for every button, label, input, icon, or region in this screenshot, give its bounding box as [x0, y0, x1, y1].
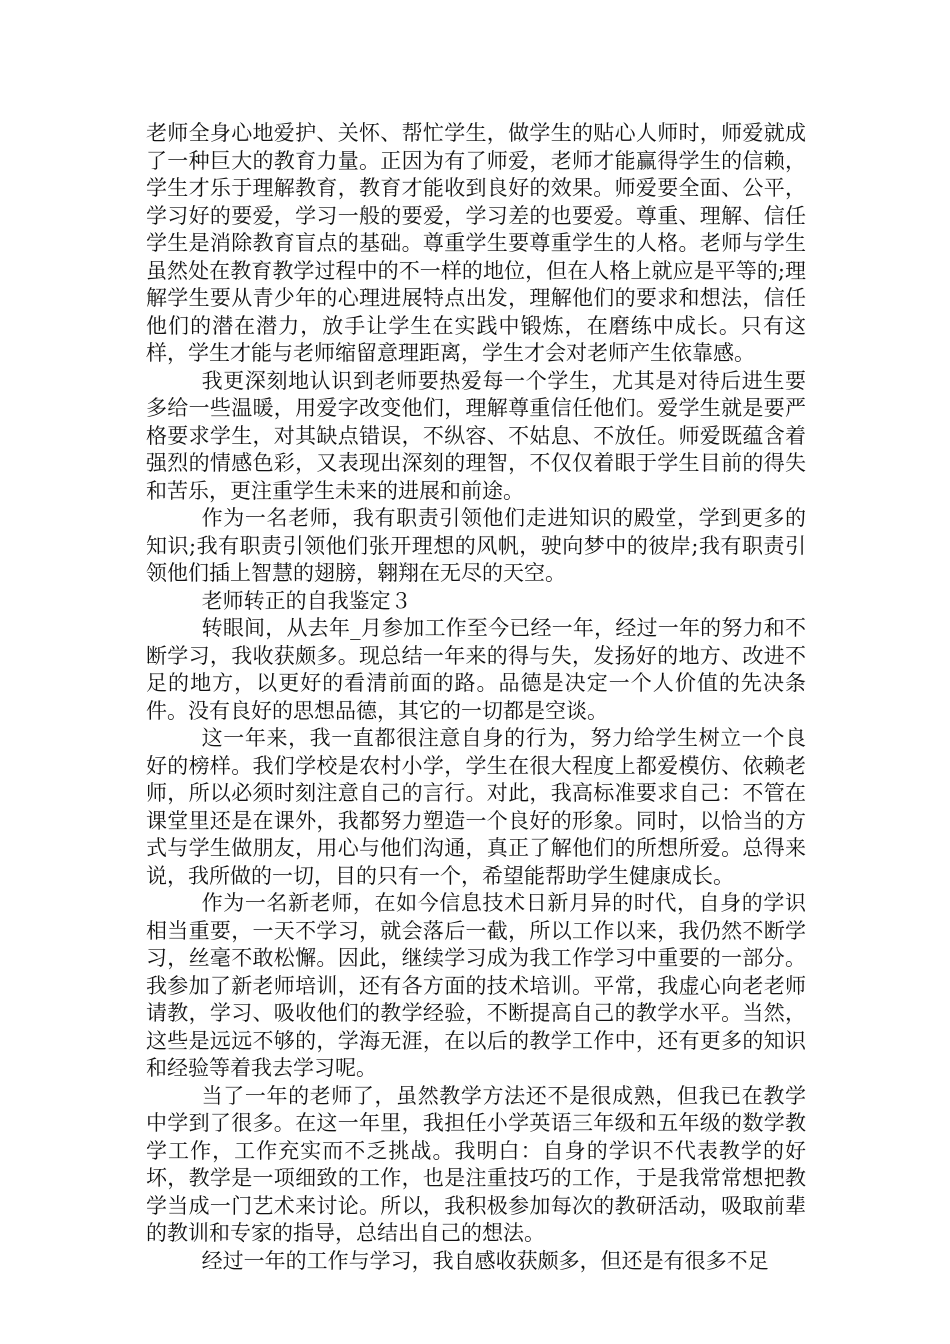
paragraph-7: 当了一年的老师了，虽然教学方法还不是很成熟，但我已在教学中学到了很多。在这一年里，我担任小学英语三年级和五年级的数学教学工作，工作充实而不乏挑战。我明白：自身的学识不代表教学的好坏，教学是一项细致的工作，也是注重技巧的工作，于是我常常想把教学当成一门艺术来讨论。所以，我积极参加每次的教研活动，吸取前辈的教训和专家的指导，总结出自己的想法。 — [146, 1083, 806, 1245]
section-heading: 老师转正的自我鉴定３ — [201, 588, 412, 613]
paragraph-4: 转眼间，从去年_月参加工作至今已经一年，经过一年的努力和不断学习，我收获颇多。现总结一年来的得与失，发扬好的地方、改进不足的地方，以更好的看清前面的路。品德是决定一个人价值的先决条件。没有良好的思想品德，其它的一切都是空谈。 — [146, 616, 806, 723]
paragraph-1: 老师全身心地爱护、关怀、帮忙学生，做学生的贴心人师时，师爱就成了一种巨大的教育力量。正因为有了师爱，老师才能赢得学生的信赖，学生才乐于理解教育，教育才能收到良好的效果。师爱要全面、公平，学习好的要爱，学习一般的要爱，学习差的也要爱。尊重、理解、信任学生是消除教育盲点的基础。尊重学生要尊重学生的人格。老师与学生虽然处在教育教学过程中的不一样的地位，但在人格上就应是平等的;理解学生要从青少年的心理进展特点出发，理解他们的要求和想法，信任他们的潜在潜力，放手让学生在实践中锻炼，在磨练中成长。只有这样，学生才能与老师缩留意理距离，学生才会对老师产生依靠感。 — [146, 121, 806, 365]
paragraph-5: 这一年来，我一直都很注意自身的行为，努力给学生树立一个良好的榜样。我们学校是农村小学，学生在很大程度上都爱模仿、依赖老师，所以必须时刻注意自己的言行。对此，我高标准要求自己：不管在课堂里还是在课外，我都努力塑造一个良好的形象。同时，以恰当的方式与学生做朋友，用心与他们沟通，真正了解他们的所想所爱。总得来说，我所做的一切，目的只有一个，希望能帮助学生健康成长。 — [146, 726, 806, 888]
paragraph-3: 作为一名老师，我有职责引领他们走进知识的殿堂，学到更多的知识;我有职责引领他们张开理想的风帆，驶向梦中的彼岸;我有职责引领他们插上智慧的翅膀，翱翔在无尽的天空。 — [146, 506, 806, 585]
paragraph-6: 作为一名新老师，在如今信息技术日新月异的时代，自身的学识相当重要，一天不学习，就会落后一截，所以工作以来，我仍然不断学习，丝毫不敢松懈。因此，继续学习成为我工作学习中重要的一部分。我参加了新老师培训，还有各方面的技术培训。平常，我虚心向老老师请教，学习、吸收他们的教学经验，不断提高自己的教学水平。当然，这些是远远不够的，学海无涯，在以后的教学工作中，还有更多的知识和经验等着我去学习呢。 — [146, 891, 806, 1080]
paragraph-8: 经过一年的工作与学习，我自感收获颇多，但还是有很多不足 — [201, 1248, 769, 1273]
document-page — [146, 120, 806, 1275]
paragraph-2: 我更深刻地认识到老师要热爱每一个学生，尤其是对待后进生要多给一些温暖，用爱字改变他们，理解尊重信任他们。爱学生就是要严格要求学生，对其缺点错误，不纵容、不姑息、不放任。师爱既蕴含着强烈的情感色彩，又表现出深刻的理智，不仅仅着眼于学生目前的得失和苦乐，更注重学生未来的进展和前途。 — [146, 368, 806, 503]
